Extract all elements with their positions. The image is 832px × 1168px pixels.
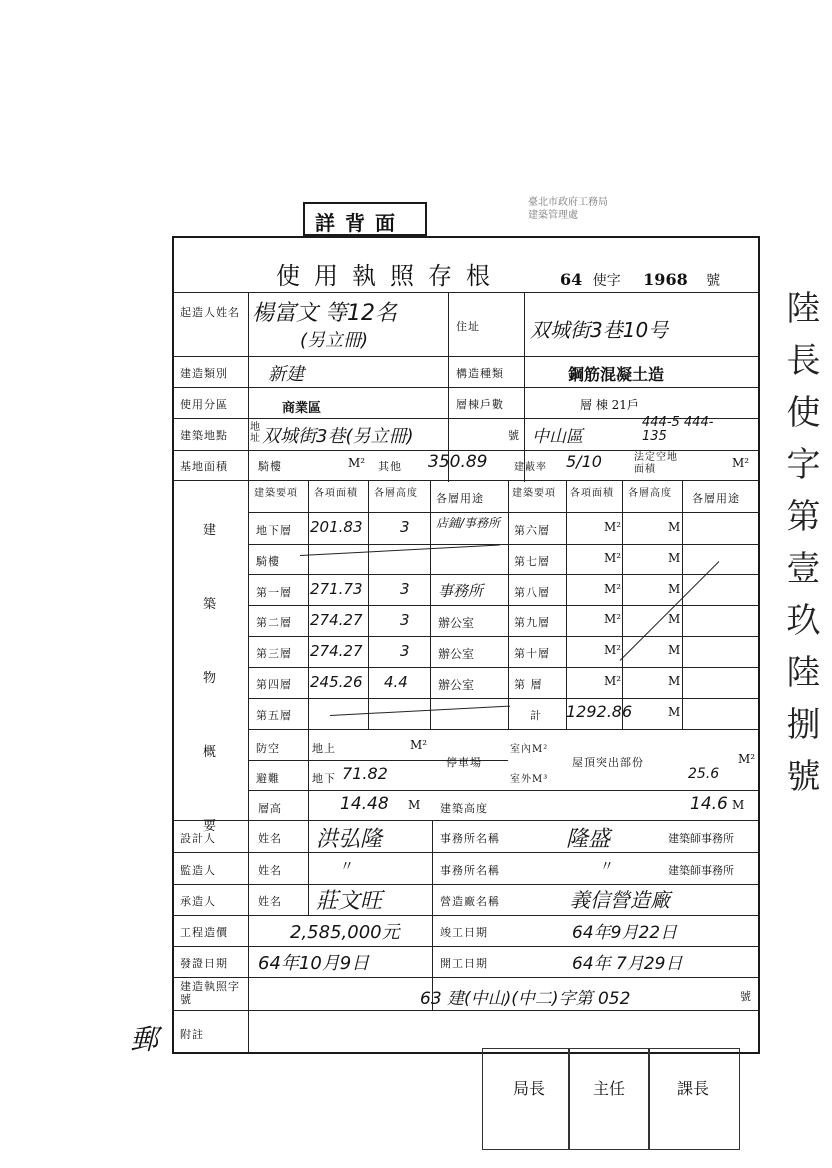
- stamp-label: 課長: [677, 1079, 710, 1098]
- floor-name: 第 層: [514, 678, 543, 691]
- doc-suffix: 號: [706, 273, 721, 289]
- floor-name: 地下層: [256, 524, 292, 537]
- rule: [248, 544, 760, 545]
- outdoor-label: 室外M³: [510, 774, 549, 785]
- left-margin-mark: 郵: [130, 1023, 159, 1056]
- floor-area: 201.83: [310, 518, 363, 536]
- cost-label: 工程造價: [180, 926, 228, 939]
- floor-name: 第三層: [256, 647, 292, 660]
- rule: [172, 820, 760, 821]
- lot-numbers: 444-5 444-135: [642, 415, 714, 444]
- rule: [622, 480, 623, 730]
- builder-name: 楊富文 等12名: [252, 301, 397, 326]
- shelter-label2: 避難: [256, 772, 280, 785]
- coverage-value: 5/10: [566, 452, 602, 471]
- rule: [308, 480, 309, 820]
- floor-height: 3: [400, 611, 410, 629]
- floor-height: 3: [400, 642, 410, 660]
- rule: [172, 356, 760, 357]
- col-header: 各項面積: [314, 488, 358, 499]
- start-value: 64年 7月29日: [572, 954, 683, 974]
- zone-value: 商業區: [282, 401, 322, 416]
- rule: [172, 946, 760, 947]
- total-label: 計: [530, 709, 542, 722]
- rule: [432, 820, 433, 1010]
- floors-value: 層 棟 21戶: [580, 398, 639, 412]
- designer-suffix: 建築師事務所: [668, 832, 734, 845]
- building-height-unit: M: [732, 798, 745, 812]
- total-value: 1292.86: [566, 702, 633, 721]
- other-label: 其他: [378, 460, 402, 473]
- floor-name: 第五層: [256, 709, 292, 722]
- rule: [308, 820, 309, 915]
- floor-height-unit: M: [408, 798, 421, 812]
- shelter-above: 地上: [312, 742, 336, 755]
- floor-area: 271.73: [310, 580, 363, 598]
- side-char: 建: [203, 523, 217, 538]
- floor-use: 辦公室: [438, 647, 475, 661]
- category-value: 新建: [268, 364, 304, 385]
- stamp-box: [482, 1048, 570, 1150]
- rule: [248, 574, 760, 575]
- contractor-name-label: 姓名: [258, 895, 282, 908]
- col-header: 建築要項: [254, 488, 298, 499]
- roof-value: 25.6: [688, 766, 720, 782]
- floor-height-value: 14.48: [340, 794, 389, 814]
- form-title: 使用執照存根: [276, 262, 504, 290]
- site-label: 建築地點: [180, 429, 228, 442]
- side-char: 概: [203, 745, 217, 760]
- building-height-value: 14.6: [690, 794, 728, 814]
- rule: [248, 292, 249, 1054]
- category-label: 建造類別: [180, 367, 228, 380]
- doc-number: [560, 270, 720, 290]
- floor-name: 第七層: [514, 555, 550, 568]
- col-header: 各層高度: [628, 488, 672, 499]
- lot-value: 中山區: [532, 427, 583, 447]
- col-header: 各項面積: [570, 488, 614, 499]
- supervisor-name: 〃: [340, 859, 354, 875]
- lot-label: 號: [508, 429, 520, 442]
- indoor-label: 室內M²: [510, 744, 549, 755]
- rule: [508, 480, 509, 730]
- stamp-box: [648, 1048, 740, 1150]
- supervisor-office: 〃: [600, 859, 614, 875]
- permit-value: 63 建(中山)(中二)字第 052: [420, 989, 631, 1009]
- rule: [172, 915, 760, 916]
- stamp-label: 局長: [513, 1079, 546, 1098]
- rule: [248, 512, 760, 513]
- designer-office-label: 事務所名稱: [440, 832, 500, 845]
- agency-stamp: [528, 196, 608, 222]
- contractor-label: 承造人: [180, 895, 216, 908]
- doc-char: 使字: [592, 273, 621, 289]
- col-header: 建築要項: [512, 488, 556, 499]
- address-value: 双城街3巷10号: [530, 318, 669, 342]
- agency-stamp-line: 臺北市政府工務局: [528, 197, 608, 208]
- supervisor-label: 監造人: [180, 864, 216, 877]
- parking-label: 停車場: [446, 756, 482, 769]
- building-side-labels: [203, 494, 216, 864]
- floor-name: 第六層: [514, 524, 550, 537]
- rule: [248, 605, 760, 606]
- permit-suffix: 號: [740, 990, 752, 1003]
- col-header: 各層高度: [374, 488, 418, 499]
- supervisor-suffix: 建築師事務所: [668, 864, 734, 877]
- coverage-label: 建蔽率: [514, 462, 547, 473]
- designer-name: 洪弘隆: [316, 827, 383, 852]
- floor-name: 第四層: [256, 678, 292, 691]
- roof-label: 屋頂突出部份: [572, 756, 644, 769]
- designer-label: 設計人: [180, 832, 216, 845]
- floor-name: 第九層: [514, 616, 550, 629]
- rule: [248, 790, 760, 791]
- floor-name: 第一層: [256, 586, 292, 599]
- designer-office: 隆盛: [566, 827, 611, 852]
- open-space-label: 法定空地面積: [634, 452, 678, 475]
- designer-name-label: 姓名: [258, 832, 282, 845]
- side-char: 要: [203, 819, 217, 834]
- rule: [524, 292, 525, 482]
- supervisor-name-label: 姓名: [258, 864, 282, 877]
- site-area-label: 基地面積: [180, 460, 228, 473]
- structure-value: 鋼筋混凝土造: [568, 365, 665, 384]
- completion-label: 竣工日期: [440, 926, 488, 939]
- floor-height: 4.4: [384, 673, 408, 691]
- contractor-name: 莊文旺: [316, 889, 383, 914]
- rule: [248, 667, 760, 668]
- floor-name: 騎樓: [256, 555, 280, 568]
- contractor-firm: 義信營造廠: [570, 888, 670, 912]
- rule: [172, 450, 760, 451]
- rule: [248, 729, 760, 730]
- site-value: 双城街3巷(另立冊): [262, 426, 414, 447]
- side-char: 物: [203, 671, 217, 686]
- rule: [172, 977, 760, 978]
- floor-use: 店鋪/事務所: [436, 516, 501, 530]
- floors-label: 層棟戶數: [456, 398, 504, 411]
- floor-area: 274.27: [310, 642, 363, 660]
- floor-use: 事務所: [438, 582, 484, 600]
- shelter-below: 地下: [312, 772, 336, 785]
- stamp-label: 主任: [593, 1079, 626, 1098]
- structure-label: 構造種類: [456, 367, 504, 380]
- floor-height: 3: [400, 580, 410, 598]
- address-label: 住址: [456, 320, 480, 333]
- doc-num: 1968: [643, 270, 688, 289]
- building-height-label: 建築高度: [440, 802, 488, 815]
- other-value: 350.89: [428, 452, 488, 472]
- rule: [172, 480, 760, 481]
- start-label: 開工日期: [440, 957, 488, 970]
- rule: [172, 387, 760, 388]
- rule: [172, 1010, 760, 1011]
- detail-back-stamp: [303, 202, 427, 236]
- rule: [430, 480, 431, 730]
- completion-value: 64年9月22日: [572, 923, 678, 943]
- rule: [368, 480, 369, 730]
- floor-use: 辦公室: [438, 678, 475, 692]
- rule: [172, 884, 760, 885]
- rule: [248, 698, 760, 699]
- doc-year: 64: [560, 270, 583, 289]
- floor-name: 第二層: [256, 616, 292, 629]
- rule: [248, 636, 760, 637]
- agency-stamp-line: 建築管理處: [528, 210, 578, 221]
- builder-label: 起造人姓名: [180, 306, 240, 319]
- open-space-unit: M²: [732, 456, 750, 470]
- rule: [566, 480, 567, 730]
- contractor-firm-label: 營造廠名稱: [440, 895, 500, 908]
- issue-value: 64年10月9日: [258, 953, 370, 974]
- shelter-below-value: 71.82: [342, 764, 388, 783]
- permit-label: 建造執照字號: [180, 980, 240, 1006]
- arcade-label: 騎樓: [258, 460, 282, 473]
- shelter-label1: 防空: [256, 742, 280, 755]
- builder-note: (另立冊): [300, 330, 369, 351]
- right-margin-text: 陸長使字第壹玖陸捌號: [780, 290, 820, 810]
- zone-label: 使用分區: [180, 398, 228, 411]
- floor-name: 第八層: [514, 586, 550, 599]
- cost-value: 2,585,000元: [290, 922, 400, 943]
- supervisor-office-label: 事務所名稱: [440, 864, 500, 877]
- detail-back-label: 詳背面: [315, 211, 405, 235]
- rule: [172, 852, 760, 853]
- stamp-box: [568, 1048, 650, 1150]
- site-prefix: 地址: [250, 422, 261, 444]
- rule: [172, 292, 760, 293]
- rule: [682, 480, 683, 730]
- floor-name: 第十層: [514, 647, 550, 660]
- col-header: 各層用途: [436, 492, 484, 505]
- arcade-unit: M²: [348, 456, 366, 470]
- side-char: 築: [203, 597, 217, 612]
- floor-area: 245.26: [310, 673, 363, 691]
- note-label: 附註: [180, 1028, 204, 1041]
- floor-height-label: 層高: [258, 802, 282, 815]
- col-header: 各層用途: [692, 492, 740, 505]
- floor-height: 3: [400, 518, 410, 536]
- issue-label: 發證日期: [180, 957, 228, 970]
- floor-use: 辦公室: [438, 616, 475, 630]
- floor-area: 274.27: [310, 611, 363, 629]
